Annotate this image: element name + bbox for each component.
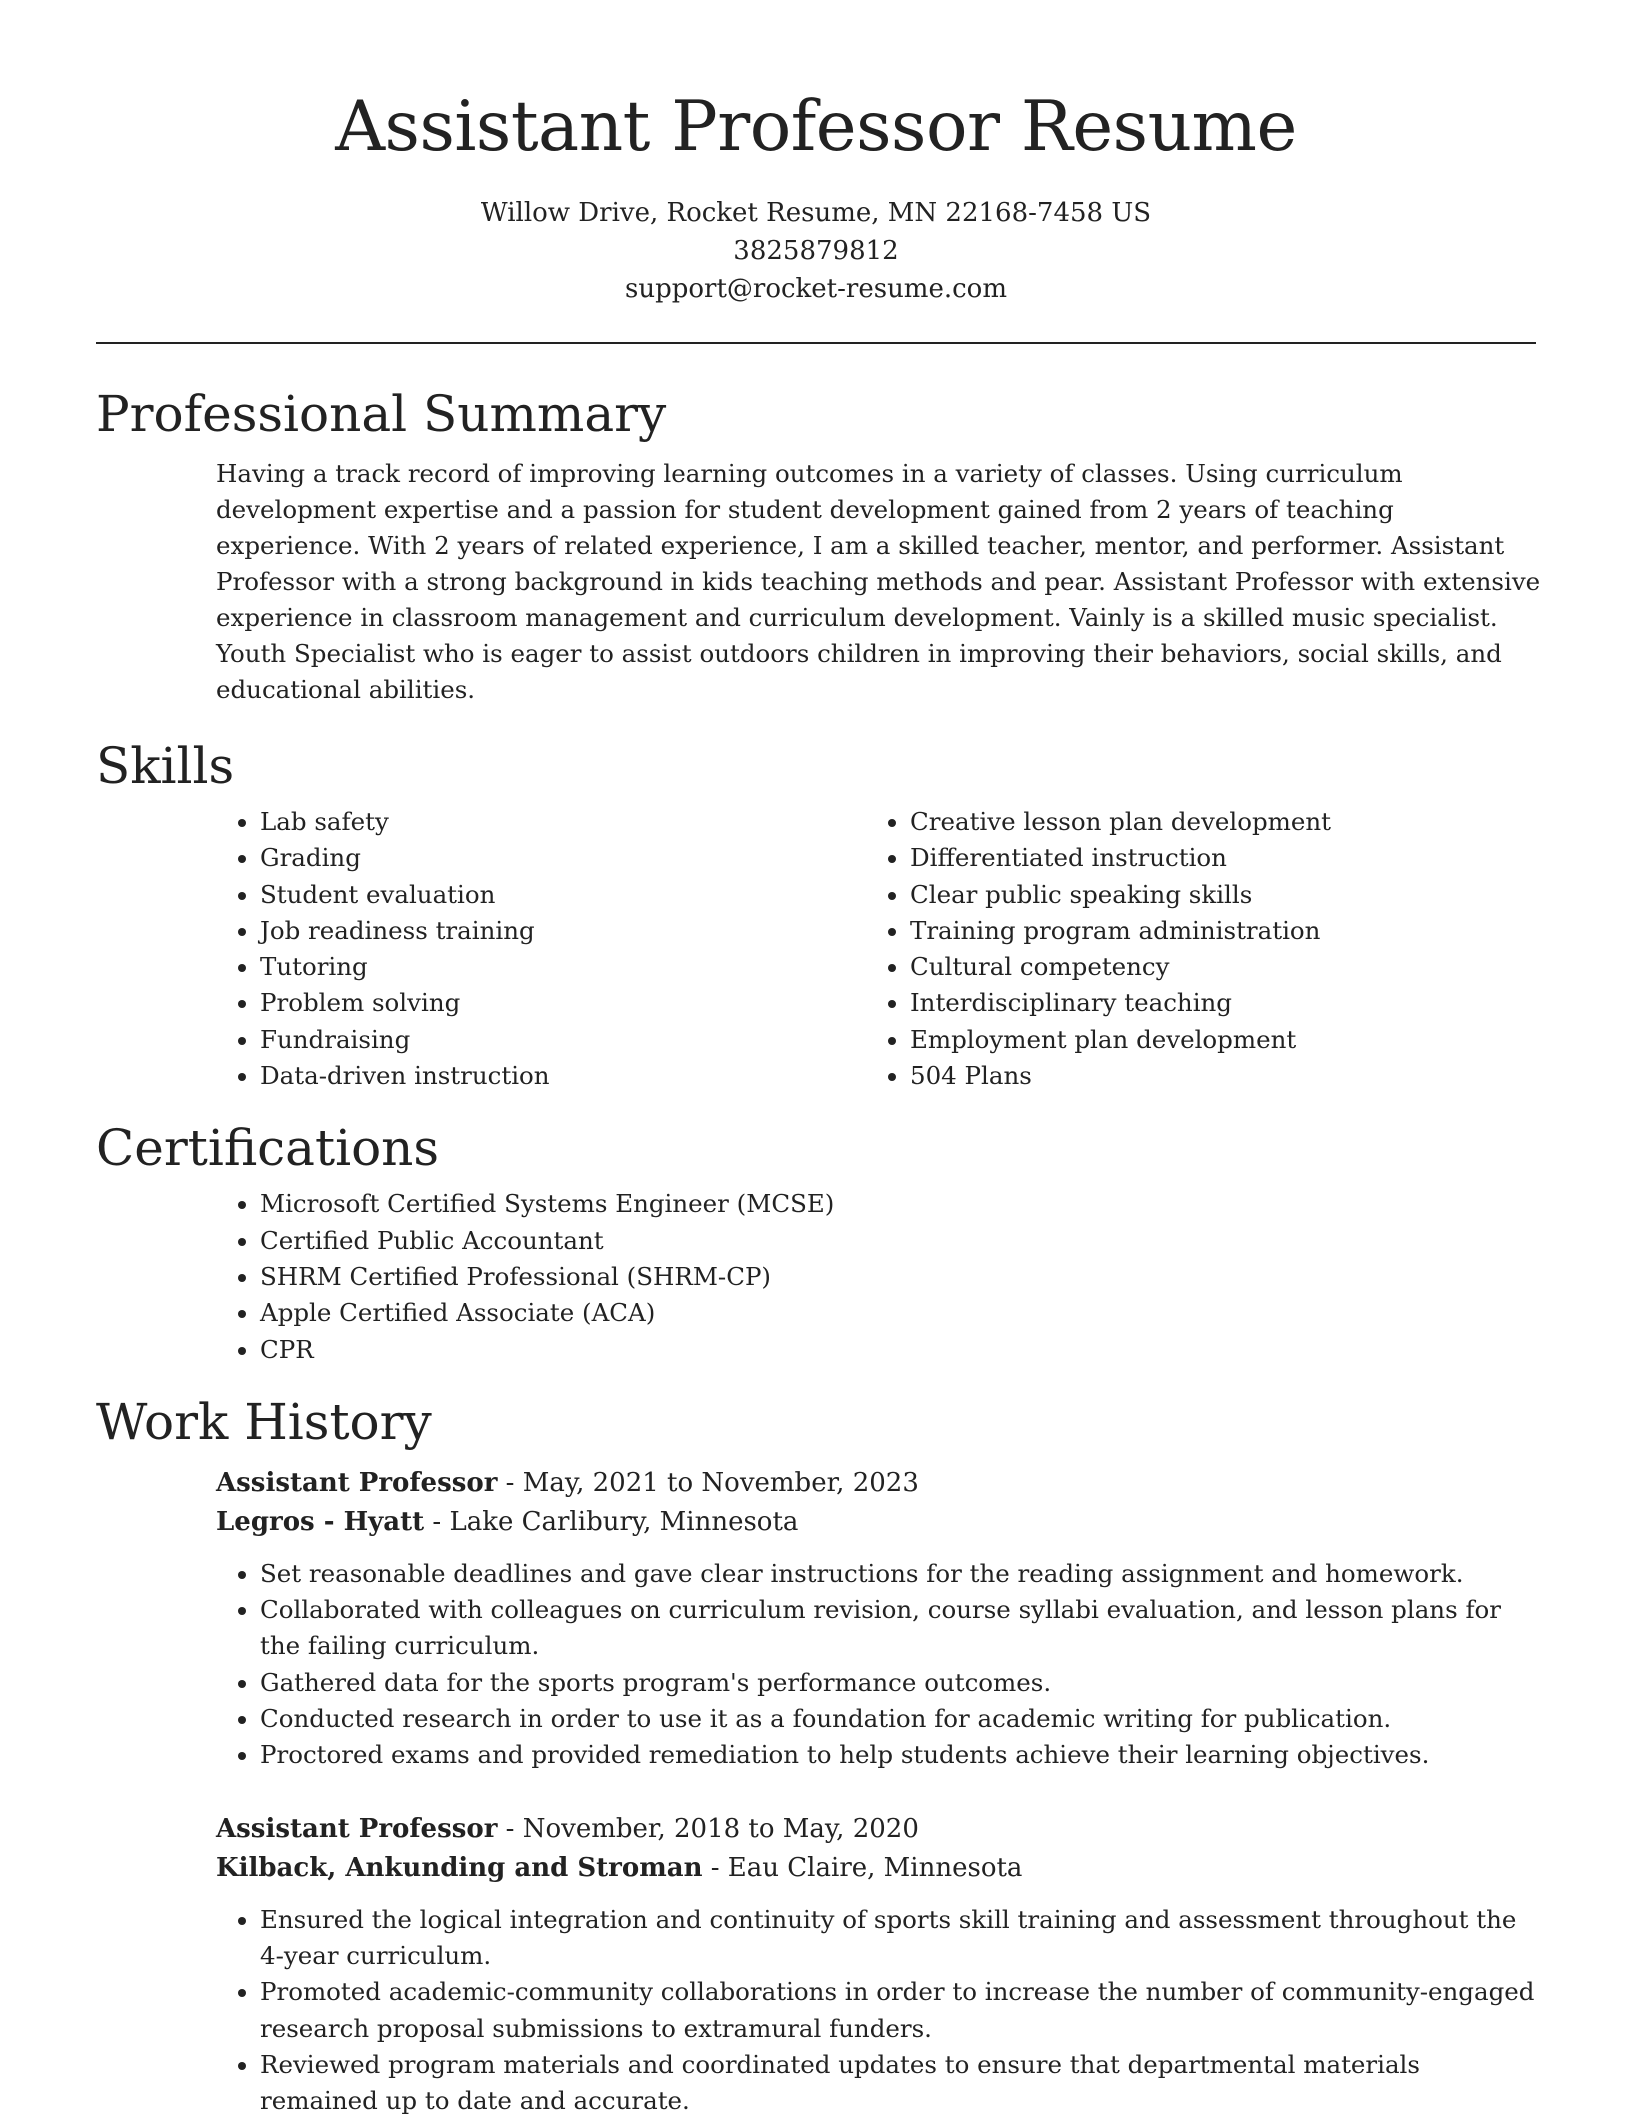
header-divider xyxy=(96,342,1536,344)
job-title-line xyxy=(216,1464,1536,1503)
job-bullet: • Proctored exams and provided remediation to help students achieve their learning objectives. xyxy=(260,1737,1540,1773)
skill-item: • Student evaluation xyxy=(260,877,866,913)
skill-item: • Problem solving xyxy=(260,985,866,1021)
job-title-line xyxy=(216,1810,1536,1849)
job-bullets xyxy=(216,1556,1536,1774)
skill-item: • Training program administration xyxy=(910,913,1516,949)
job-bullet: • Promoted academic-community collaborations in order to increase the number of community-engaged research proposal submissions to extramural funders. xyxy=(260,1974,1540,2047)
skills-column-left xyxy=(216,804,866,1094)
skill-item: • Employment plan development xyxy=(910,1022,1516,1058)
job-entry xyxy=(216,1810,1536,2119)
contact-email: support@rocket-resume.com xyxy=(624,274,1007,304)
work-history-heading: Work History xyxy=(96,1392,432,1451)
certifications-list xyxy=(216,1186,1536,1367)
job-dates: - November, 2018 to May, 2020 xyxy=(497,1813,919,1844)
certifications-heading: Certifications xyxy=(96,1119,440,1178)
job-title: Assistant Professor xyxy=(216,1467,498,1498)
certification-item: • Certified Public Accountant xyxy=(260,1223,1536,1259)
job-bullet: • Gathered data for the sports program's performance outcomes. xyxy=(260,1665,1540,1701)
skill-item: • Fundraising xyxy=(260,1022,866,1058)
job-company: Legros - Hyatt xyxy=(216,1506,425,1537)
certification-item: • Apple Certified Associate (ACA) xyxy=(260,1295,1536,1331)
skill-item: • Data-driven instruction xyxy=(260,1058,866,1094)
resume-body xyxy=(96,378,1541,2119)
page-title: Assistant Professor Resume xyxy=(335,87,1297,167)
contact-address: Willow Drive, Rocket Resume, MN 22168-7458 US xyxy=(480,198,1152,228)
job-company: Kilback, Ankunding and Stroman xyxy=(216,1852,703,1883)
job-bullet: • Reviewed program materials and coordinated updates to ensure that departmental materials remained up to date and accurate. xyxy=(260,2047,1540,2119)
certification-item: • Microsoft Certified Systems Engineer (MCSE) xyxy=(260,1186,1536,1222)
skills-list-right xyxy=(866,804,1516,1094)
job-bullets xyxy=(216,1902,1536,2119)
job-bullet: • Set reasonable deadlines and gave clear instructions for the reading assignment and homework. xyxy=(260,1556,1540,1592)
skill-item: • Differentiated instruction xyxy=(910,840,1516,876)
job-bullet: • Conducted research in order to use it as a foundation for academic writing for publication. xyxy=(260,1701,1540,1737)
job-location: - Lake Carlibury, Minnesota xyxy=(424,1506,799,1537)
skills-heading: Skills xyxy=(96,737,235,795)
job-title: Assistant Professor xyxy=(216,1813,498,1844)
skills-column-right xyxy=(866,804,1516,1094)
contact-block xyxy=(0,194,1632,308)
job-bullet: • Collaborated with colleagues on curriculum revision, course syllabi evaluation, and lesson plans for the failing curriculum. xyxy=(260,1592,1540,1665)
job-dates: - May, 2021 to November, 2023 xyxy=(497,1467,919,1498)
skill-item: • Grading xyxy=(260,840,866,876)
skills-list-left xyxy=(216,804,866,1094)
skill-item: • Cultural competency xyxy=(910,949,1516,985)
skill-item: • Clear public speaking skills xyxy=(910,877,1516,913)
certification-item: • CPR xyxy=(260,1332,1536,1368)
skill-item: • Lab safety xyxy=(260,804,866,840)
job-entry xyxy=(216,1464,1536,1774)
skill-item: • Creative lesson plan development xyxy=(910,804,1516,840)
job-company-line xyxy=(216,1503,1536,1542)
skill-item: • 504 Plans xyxy=(910,1058,1516,1094)
contact-phone: 3825879812 xyxy=(733,236,899,266)
job-bullet: • Ensured the logical integration and continuity of sports skill training and assessment throughout the 4-year curriculum. xyxy=(260,1902,1540,1975)
summary-heading: Professional Summary xyxy=(96,385,667,443)
job-location: - Eau Claire, Minnesota xyxy=(702,1852,1023,1883)
resume-header xyxy=(0,0,1632,308)
skill-item: • Job readiness training xyxy=(260,913,866,949)
skill-item: • Interdisciplinary teaching xyxy=(910,985,1516,1021)
skills-grid xyxy=(216,804,1536,1094)
job-company-line xyxy=(216,1849,1536,1888)
skill-item: • Tutoring xyxy=(260,949,866,985)
certification-item: • SHRM Certified Professional (SHRM-CP) xyxy=(260,1259,1536,1295)
summary-text: Having a track record of improving learning outcomes in a variety of classes. Using curriculum development expertise and a passion for student development gained from 2 years of teaching experience. With 2 years of related experience, I am a skilled teacher, mentor, and performer. Assistant Professor with a strong background in kids teaching methods and pear. Assistant Professor with extensive experience in classroom management and curriculum development. Vainly is a skilled music specialist. Youth Specialist who is eager to assist outdoors children in improving their behaviors, social skills, and educational abilities. xyxy=(216,459,1541,704)
